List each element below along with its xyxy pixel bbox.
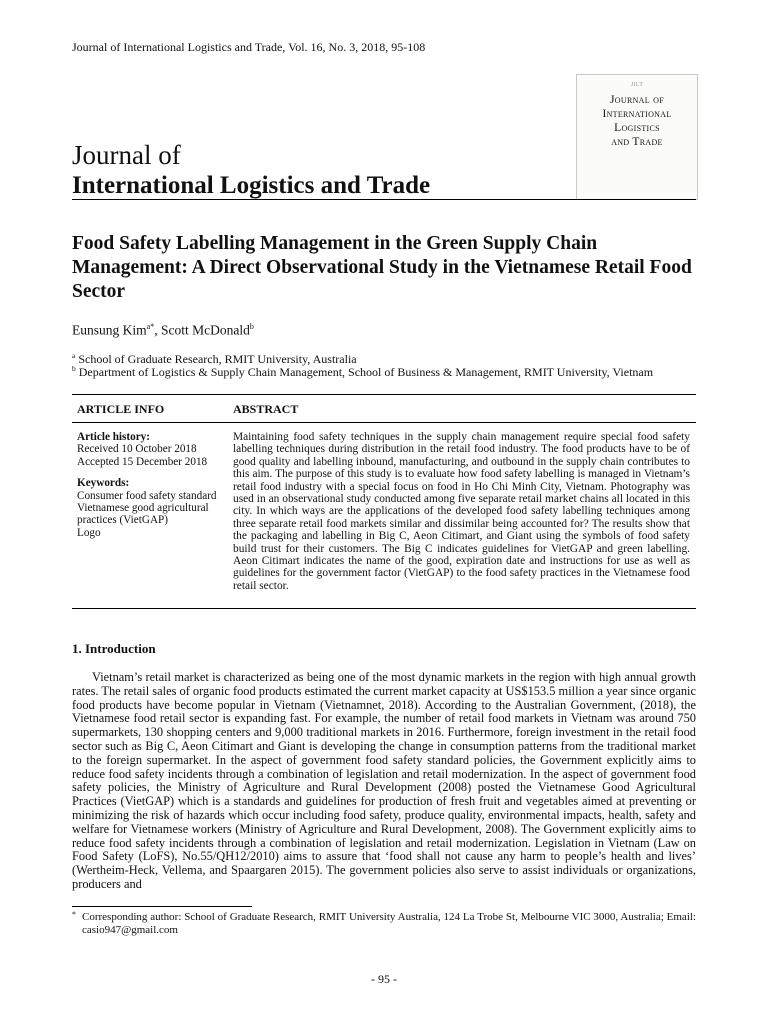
received-date: Received 10 October 2018 (77, 443, 197, 456)
info-box-mid-rule (72, 422, 696, 423)
journal-name-line2: International Logistics and Trade (72, 172, 431, 199)
journal-cover-thumbnail (576, 74, 698, 200)
cover-title (577, 93, 697, 149)
abstract-heading: ABSTRACT (233, 402, 299, 416)
keywords-heading: Keywords: (77, 477, 130, 490)
affiliation-mark: a (72, 351, 76, 360)
cover-title-line: and Trade (611, 136, 663, 148)
affiliation-text: Department of Logistics & Supply Chain Management, School of Business & Management, RMIT University, Vietnam (78, 365, 654, 379)
introduction-paragraph: Vietnam’s retail market is characterized as being one of the most dynamic markets in the region with high annual growth rates. The retail sales of organic food products estimated the current market capacity at US$153.5 million a year since organic food products have become popular in Vietnam (Vietnamnet, 2018). According to the Australian Government, (2018), the Vietnamese food retail sector is expanding fast. For example, the number of retail food markets in Vietnam was around 750 supermarkets, 130 shopping centers and 9,000 traditional markets in 2016. Furthermore, foreign investment in the retail food sector such as Big C, Aeon Citimart and Giant is developing the change in consumption patterns from the traditional market to the foreign supermarket. In the aspect of government food safety standard policies, the Government explicitly aims to reduce food safety incidents through a combination of legislation and retail modernization. In the aspect of government food safety policies, the Ministry of Agriculture and Rural Development (2008) posted the Vietnamese Good Agricultural Practices (VietGAP) which is a standards and guidelines for production of fresh fruit and vegetables aimed at preventing or minimizing the risk of hazards which occur including food safety, produce quality, environmental impacts, health, safety and welfare for Vietnamese workers (Ministry of Agriculture and Rural Development, 2008). The Government explicitly aims to reduce food safety incidents through a combination of legislation and retail modernization. Legislation in Vietnam (Law on Food Safety (LoFS), No.55/QH12/2010) aims to assure that ‘food shall not cause any harm to people’s health and lives’ (Wertheim-Heck, Vellema, and Spaargaren 2015). The government policies also serve to assist individuals or organizations, producers and (72, 670, 696, 891)
page-number: - 95 - (371, 972, 397, 986)
cover-title-line: International (602, 108, 672, 120)
accepted-date: Accepted 15 December 2018 (77, 455, 208, 468)
header-divider (72, 199, 696, 200)
affiliation-mark: b (72, 364, 76, 373)
article-history-heading: Article history: (77, 431, 151, 443)
info-box-bottom-rule (72, 608, 696, 609)
paper-title: Food Safety Labelling Management in the Green Supply Chain Management: A Direct Observational Study in the Vietnamese Retail Food Sector (72, 233, 692, 302)
footnote-divider (72, 906, 252, 907)
keyword: Vietnamese good agricultural practices (VietGAP) (77, 502, 209, 527)
article-info-heading: ARTICLE INFO (77, 402, 165, 416)
author-marks: b (249, 322, 254, 331)
footnote (72, 911, 696, 936)
section-heading: 1. Introduction (72, 641, 156, 656)
keyword: Logo (77, 526, 101, 539)
keyword: Consumer food safety standard (77, 489, 217, 502)
cover-abbreviation: JILT (630, 82, 644, 88)
author-list (72, 322, 254, 339)
author-name: Scott McDonald (160, 322, 250, 338)
author-marks: a* (146, 322, 155, 331)
author-separator: , (154, 322, 161, 338)
affiliation-text: School of Graduate Research, RMIT University, Australia (78, 352, 357, 366)
cover-title-line: Logistics (614, 122, 660, 134)
cover-title-line: Journal of (610, 94, 664, 106)
affiliation (72, 364, 653, 380)
info-box-top-rule (72, 394, 696, 395)
abstract-text: Maintaining food safety techniques in the supply chain management require special food safety labelling techniques during distribution in the retail food industry. The food products have to be of good quality and labelling inbound, manufacturing, and outbound in the supply chain contributes to this aim. The purpose of this study is to evaluate how food safety labelling is managed in Vietnam’s retail food industry with a special focus on food in Ho Chi Minh City, Vietnam. Photography was used in an observational study conducted among five separate retail market chains all located in this city. In which ways are the applications of the developed food safety labelling techniques among three separate retail food markets similar and dissimilar being accounted for? The results show that the packaging and labelling in Big C, Aeon Citimart, and Giant using the symbols of food safety build trust for their customers. The Big C indicates guidelines for VietGAP and green labelling. Aeon Citimart indicates the name of the good, expiration date and instructions for use as well as guidelines for the government factor (VietGAP) to the food safety practices in the Vietnamese food retail sector. (233, 431, 690, 592)
article-info-column (77, 431, 227, 539)
footnote-mark: * (72, 910, 76, 919)
author-name: Eunsung Kim (72, 322, 147, 338)
running-head: Journal of International Logistics and Trade, Vol. 16, No. 3, 2018, 95-108 (72, 40, 426, 54)
footnote-text: Corresponding author: School of Graduate Research, RMIT University Australia, 124 La Trobe St, Melbourne VIC 3000, Australia; Email: casio947@gmail.com (82, 911, 696, 936)
journal-name-line1: Journal of (72, 140, 181, 170)
